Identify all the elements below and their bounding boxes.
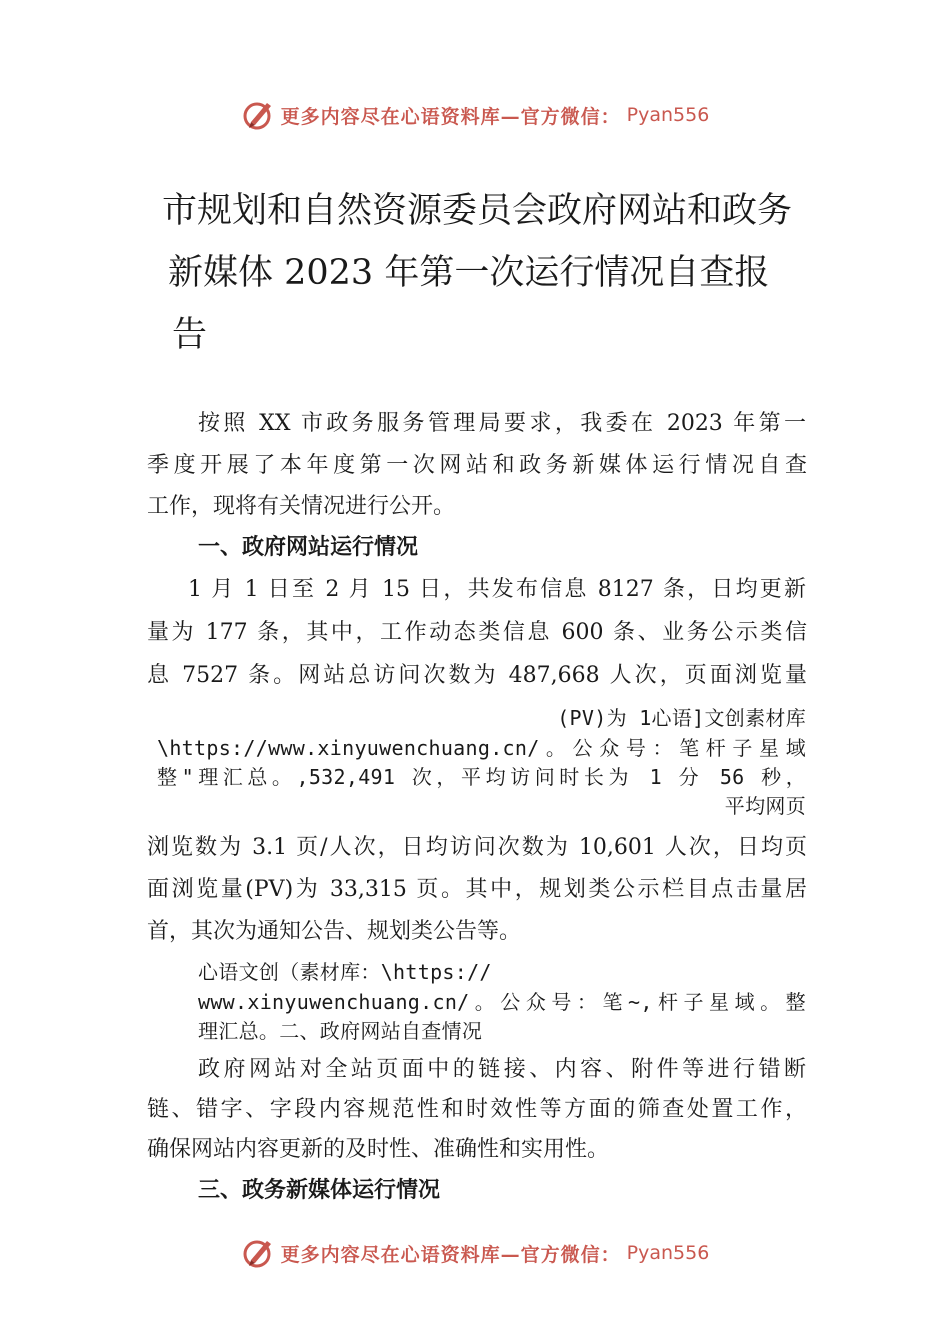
document-title [162,180,822,366]
section-heading: 三、政务新媒体运行情况 [198,1177,441,1203]
paragraph-line: 工作，现将有关情况进行公开。 [147,494,456,519]
paragraph-line: 量为 177 条，其中，工作动态类信息 600 条、业务公示类信 [147,620,807,645]
paragraph-line: 平均网页 [724,794,806,818]
footer-banner [0,1233,950,1273]
paragraph-line: 确保网站内容更新的及时性、准确性和实用性。 [147,1137,610,1162]
header-banner [0,95,950,135]
paragraph-line: (PV)为 1心语]文创素材库 [557,706,806,730]
pen-logo-icon [241,1235,277,1271]
section-heading: 一、政府网站运行情况 [198,534,419,560]
paragraph-line: 链、错字、字段内容规范性和时效性等方面的筛查处置工作， [147,1097,807,1122]
paragraph-line: www.xinyuwenchuang.cn/。公众号：笔~,杆子星域。整 [198,990,806,1014]
banner-text: 更多内容尽在心语资料库—官方微信： [280,1243,621,1266]
paragraph-line: 政府网站对全站页面中的链接、内容、附件等进行错断 [198,1057,806,1082]
paragraph-line: 按照 XX 市政务服务管理局要求，我委在 2023 年第一 [198,411,806,436]
title-line-3: 告 [172,315,208,355]
paragraph-line: 心语文创（素材库：\https:// [198,960,492,984]
title-line-2: 新媒体 2023 年第一次运行情况自查报 [168,253,770,293]
paragraph-line: 整"理汇总。,532,491 次，平均访问时长为 1 分 56 秒， [157,765,806,789]
paragraph-line: 季度开展了本年度第一次网站和政务新媒体运行情况自查 [147,453,807,478]
paragraph-line: 浏览数为 3.1 页/人次，日均访问次数为 10,601 人次，日均页 [147,835,807,860]
banner-wechat-id: Pyan556 [626,104,710,126]
paragraph-line: 息 7527 条。网站总访问次数为 487,668 人次，页面浏览量 [147,663,807,688]
banner-wechat-id: Pyan556 [626,1242,710,1264]
banner-text: 更多内容尽在心语资料库—官方微信： [280,105,621,128]
paragraph-line: 理汇总。二、政府网站自查情况 [198,1019,483,1043]
pen-logo-icon [241,97,277,133]
paragraph-line: 1 月 1 日至 2 月 15 日，共发布信息 8127 条，日均更新 [188,577,806,602]
paragraph-line: \https://www.xinyuwenchuang.cn/。公众号：笔杆子星域 [157,736,806,760]
paragraph-line: 面浏览量(PV)为 33,315 页。其中，规划类公示栏目点击量居 [147,877,807,902]
title-line-1: 市规划和自然资源委员会政府网站和政务 [162,191,793,231]
paragraph-line: 首，其次为通知公告、规划类公告等。 [147,919,522,944]
